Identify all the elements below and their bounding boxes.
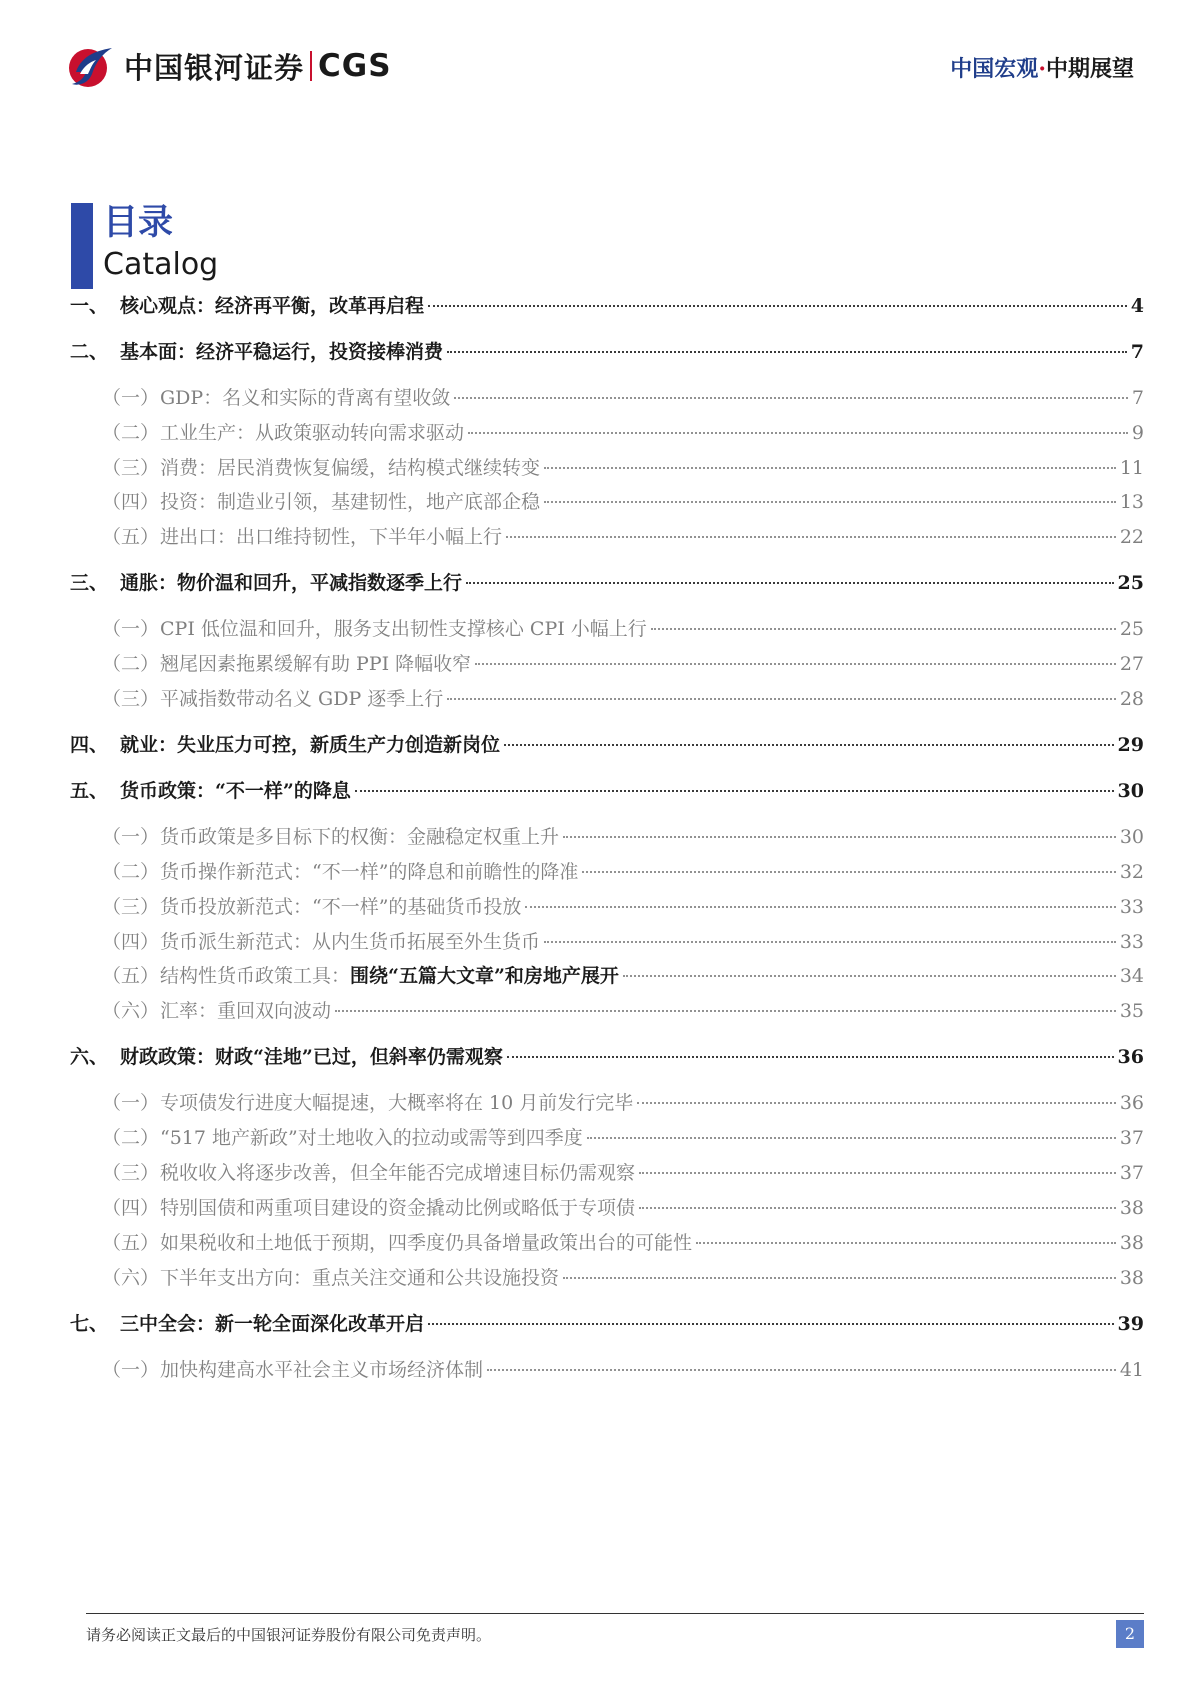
toc-subsection-entry[interactable] bbox=[70, 1263, 1144, 1290]
toc-entry-title bbox=[160, 453, 540, 480]
catalog-heading bbox=[71, 203, 218, 289]
toc-entry-title-text: 翘尾因素拖累缓解有助 PPI 降幅收窄 bbox=[160, 653, 472, 675]
footer-disclaimer: 请务必阅读正文最后的中国银河证券股份有限公司免责声明。 bbox=[86, 1626, 492, 1644]
toc-entry-number: （六） bbox=[102, 1267, 160, 1289]
toc-entry-title-text: 核心观点：经济再平衡，改革再启程 bbox=[120, 295, 425, 317]
toc-entry-title bbox=[160, 1355, 483, 1382]
toc-section-entry[interactable] bbox=[70, 337, 1144, 364]
toc-dot-leader bbox=[582, 871, 1115, 873]
toc-entry-title bbox=[160, 961, 619, 988]
toc-dot-leader bbox=[525, 906, 1115, 908]
toc-entry-number: （三） bbox=[102, 457, 160, 479]
toc-subsection-entry[interactable] bbox=[70, 453, 1144, 480]
toc-dot-leader bbox=[639, 1172, 1116, 1174]
toc-section-entry[interactable] bbox=[70, 568, 1144, 595]
toc-entry-number: （四） bbox=[102, 1197, 160, 1219]
toc-dot-leader bbox=[651, 628, 1116, 630]
toc-subsection-entry[interactable] bbox=[70, 1088, 1144, 1115]
toc-entry-page: 36 bbox=[1117, 1046, 1144, 1068]
toc-dot-leader bbox=[447, 698, 1116, 700]
toc-entry-number: （五） bbox=[102, 1232, 160, 1254]
toc-subsection-entry[interactable] bbox=[70, 684, 1144, 711]
toc-dot-leader bbox=[466, 582, 1114, 584]
toc-entry-page: 41 bbox=[1119, 1359, 1144, 1381]
toc-entry-page: 22 bbox=[1119, 526, 1144, 548]
report-series-part2: 中期展望 bbox=[1045, 56, 1134, 82]
toc-section-entry[interactable] bbox=[70, 291, 1144, 318]
toc-entry-title-text: 消费：居民消费恢复偏缓，结构模式继续转变 bbox=[160, 457, 541, 479]
toc-dot-leader bbox=[696, 1242, 1116, 1244]
toc-section-entry[interactable] bbox=[70, 730, 1144, 757]
toc-entry-number: （二） bbox=[102, 861, 160, 883]
toc-entry-title bbox=[160, 1158, 635, 1185]
toc-entry-page: 25 bbox=[1117, 572, 1144, 594]
toc-entry-page: 7 bbox=[1131, 387, 1144, 409]
toc-dot-leader bbox=[563, 1277, 1116, 1279]
toc-section-entry[interactable] bbox=[70, 1309, 1144, 1336]
toc-entry-title-bold: 围绕“五篇大文章”和房地产展开 bbox=[350, 965, 619, 987]
toc-entry-title bbox=[160, 684, 443, 711]
toc-entry-title-text: 如果税收和土地低于预期，四季度仍具备增量政策出台的可能性 bbox=[160, 1232, 693, 1254]
cgs-logo-icon bbox=[66, 44, 116, 88]
toc-entry-title-text: 货币投放新范式：“不一样”的基础货币投放 bbox=[160, 896, 522, 918]
toc-dot-leader bbox=[468, 432, 1128, 434]
toc-entry-title-text: 三中全会：新一轮全面深化改革开启 bbox=[120, 1313, 425, 1335]
report-series-part1: 中国宏观 bbox=[950, 56, 1039, 82]
toc-entry-page: 33 bbox=[1119, 931, 1144, 953]
toc-entry-title bbox=[160, 1088, 633, 1115]
toc-entry-title-text: 货币政策：“不一样”的降息 bbox=[120, 780, 351, 802]
toc-entry-number: （四） bbox=[102, 491, 160, 513]
toc-entry-title-text: 专项债发行进度大幅提速，大概率将在 10 月前发行完毕 bbox=[160, 1092, 634, 1114]
toc-entry-title-text: 平减指数带动名义 GDP 逐季上行 bbox=[160, 688, 444, 710]
page-number: 2 bbox=[1116, 1620, 1144, 1648]
toc-entry-title bbox=[120, 337, 443, 364]
report-series-dot: · bbox=[1038, 56, 1046, 82]
toc-entry-title-text: 下半年支出方向：重点关注交通和公共设施投资 bbox=[160, 1267, 560, 1289]
toc-entry-page: 34 bbox=[1119, 965, 1144, 987]
toc-dot-leader bbox=[335, 1010, 1116, 1012]
toc-entry-page: 4 bbox=[1130, 295, 1144, 317]
toc-subsection-entry[interactable] bbox=[70, 1228, 1144, 1255]
catalog-title-en: Catalog bbox=[103, 247, 219, 282]
toc-entry-page: 38 bbox=[1119, 1232, 1144, 1254]
toc-entry-title-text: 就业：失业压力可控，新质生产力创造新岗位 bbox=[120, 734, 501, 756]
toc-entry-title bbox=[160, 383, 450, 410]
toc-dot-leader bbox=[587, 1137, 1116, 1139]
toc-entry-title-text: 基本面：经济平稳运行，投资接棒消费 bbox=[120, 341, 444, 363]
toc-subsection-entry[interactable] bbox=[70, 892, 1144, 919]
footer-divider bbox=[86, 1613, 1144, 1614]
toc-entry-title bbox=[160, 927, 540, 954]
toc-entry-page: 32 bbox=[1119, 861, 1144, 883]
toc-entry-title-text: 加快构建高水平社会主义市场经济体制 bbox=[160, 1359, 484, 1381]
toc-dot-leader bbox=[447, 351, 1127, 353]
catalog-accent-bar bbox=[71, 203, 93, 289]
toc-entry-page: 25 bbox=[1119, 618, 1144, 640]
toc-entry-page: 13 bbox=[1119, 491, 1144, 513]
toc-entry-title-text: 税收收入将逐步改善，但全年能否完成增速目标仍需观察 bbox=[160, 1162, 636, 1184]
brand-name-en: CGS bbox=[318, 48, 392, 84]
toc-entry-number: 一、 bbox=[70, 295, 109, 317]
toc-entry-number: 七、 bbox=[70, 1313, 109, 1335]
toc-entry-title bbox=[160, 1263, 559, 1290]
toc-entry-page: 36 bbox=[1119, 1092, 1144, 1114]
toc-entry-page: 39 bbox=[1117, 1313, 1144, 1335]
toc-dot-leader bbox=[563, 836, 1116, 838]
toc-dot-leader bbox=[544, 467, 1116, 469]
toc-subsection-entry[interactable] bbox=[70, 649, 1144, 676]
toc-entry-page: 11 bbox=[1119, 457, 1144, 479]
toc-dot-leader bbox=[454, 397, 1128, 399]
toc-subsection-entry[interactable] bbox=[70, 487, 1144, 514]
toc-entry-title bbox=[160, 522, 502, 549]
toc-section-entry[interactable] bbox=[70, 776, 1144, 803]
toc-dot-leader bbox=[506, 536, 1116, 538]
toc-dot-leader bbox=[428, 305, 1127, 307]
toc-entry-number: 三、 bbox=[70, 572, 109, 594]
toc-entry-number: （一） bbox=[102, 1359, 160, 1381]
toc-subsection-entry[interactable] bbox=[70, 1193, 1144, 1220]
toc-entry-title-text: 汇率：重回双向波动 bbox=[160, 1000, 332, 1022]
toc-dot-leader bbox=[507, 1056, 1114, 1058]
toc-entry-title-text: 货币派生新范式：从内生货币拓展至外生货币 bbox=[160, 931, 541, 953]
toc-entry-page: 38 bbox=[1119, 1197, 1144, 1219]
toc-entry-number: （二） bbox=[102, 422, 160, 444]
toc-entry-title-text: CPI 低位温和回升，服务支出韧性支撑核心 CPI 小幅上行 bbox=[160, 618, 647, 640]
toc-entry-title bbox=[160, 857, 578, 884]
toc-entry-page: 37 bbox=[1119, 1162, 1144, 1184]
toc-dot-leader bbox=[544, 941, 1116, 943]
toc-entry-number: （五） bbox=[102, 526, 160, 548]
report-series-title bbox=[950, 52, 1134, 83]
toc-entry-page: 37 bbox=[1119, 1127, 1144, 1149]
toc-entry-number: （四） bbox=[102, 931, 160, 953]
toc-subsection-entry[interactable] bbox=[70, 996, 1144, 1023]
toc-entry-title-text: “517 地产新政”对土地收入的拉动或需等到四季度 bbox=[160, 1127, 583, 1149]
toc-entry-page: 33 bbox=[1119, 896, 1144, 918]
toc-entry-number: （一） bbox=[102, 826, 160, 848]
toc-entry-number: （六） bbox=[102, 1000, 160, 1022]
toc-subsection-entry[interactable] bbox=[70, 383, 1144, 410]
company-logo bbox=[66, 44, 392, 88]
toc-entry-number: （一） bbox=[102, 618, 160, 640]
toc-entry-title bbox=[120, 291, 424, 318]
toc-entry-page: 38 bbox=[1119, 1267, 1144, 1289]
toc-dot-leader bbox=[428, 1323, 1114, 1325]
toc-subsection-entry[interactable] bbox=[70, 822, 1144, 849]
toc-entry-title bbox=[120, 1309, 424, 1336]
toc-entry-page: 9 bbox=[1131, 422, 1144, 444]
toc-entry-title bbox=[120, 776, 351, 803]
catalog-title-cn: 目录 bbox=[103, 202, 174, 243]
toc-subsection-entry[interactable] bbox=[70, 614, 1144, 641]
toc-entry-title bbox=[160, 649, 471, 676]
toc-dot-leader bbox=[475, 663, 1116, 665]
toc-dot-leader bbox=[504, 744, 1114, 746]
toc-entry-title-text: 货币操作新范式：“不一样”的降息和前瞻性的降准 bbox=[160, 861, 579, 883]
toc-entry-title-text: 工业生产：从政策驱动转向需求驱动 bbox=[160, 422, 465, 444]
toc-entry-title bbox=[120, 730, 500, 757]
toc-entry-page: 7 bbox=[1130, 341, 1144, 363]
toc-entry-title-text: 结构性货币政策工具： bbox=[160, 965, 351, 987]
toc-subsection-entry[interactable] bbox=[70, 418, 1144, 445]
toc-subsection-entry[interactable] bbox=[70, 857, 1144, 884]
toc-entry-title bbox=[160, 487, 540, 514]
toc-dot-leader bbox=[637, 1102, 1116, 1104]
toc-entry-number: 五、 bbox=[70, 780, 109, 802]
toc-entry-title bbox=[160, 614, 647, 641]
toc-entry-title bbox=[160, 1123, 583, 1150]
toc-subsection-entry[interactable] bbox=[70, 522, 1144, 549]
toc-entry-title bbox=[160, 1193, 635, 1220]
toc-dot-leader bbox=[355, 790, 1114, 792]
toc-entry-number: （一） bbox=[102, 387, 160, 409]
page-header bbox=[66, 40, 1134, 90]
toc-entry-number: （三） bbox=[102, 688, 160, 710]
toc-entry-number: （三） bbox=[102, 896, 160, 918]
toc-dot-leader bbox=[544, 501, 1116, 503]
toc-entry-number: （二） bbox=[102, 653, 160, 675]
toc-subsection-entry[interactable] bbox=[70, 927, 1144, 954]
toc-entry-number: （二） bbox=[102, 1127, 160, 1149]
toc-entry-page: 28 bbox=[1119, 688, 1144, 710]
toc-entry-title-text: 通胀：物价温和回升，平减指数逐季上行 bbox=[120, 572, 463, 594]
toc-entry-page: 27 bbox=[1119, 653, 1144, 675]
brand-separator bbox=[310, 51, 312, 81]
toc-dot-leader bbox=[487, 1369, 1116, 1371]
toc-entry-title bbox=[160, 892, 521, 919]
toc-entry-title bbox=[160, 996, 331, 1023]
toc-entry-title-text: 投资：制造业引领，基建韧性，地产底部企稳 bbox=[160, 491, 541, 513]
toc-entry-title-text: GDP：名义和实际的背离有望收敛 bbox=[160, 387, 451, 409]
toc-entry-number: （五） bbox=[102, 965, 160, 987]
toc-subsection-entry[interactable] bbox=[70, 1355, 1144, 1382]
toc-entry-title bbox=[160, 822, 559, 849]
toc-subsection-entry[interactable] bbox=[70, 1158, 1144, 1185]
toc-entry-number: 四、 bbox=[70, 734, 109, 756]
toc-entry-page: 35 bbox=[1119, 1000, 1144, 1022]
toc-entry-title-text: 特别国债和两重项目建设的资金撬动比例或略低于专项债 bbox=[160, 1197, 636, 1219]
toc-entry-number: 二、 bbox=[70, 341, 109, 363]
toc-entry-title-text: 进出口：出口维持韧性，下半年小幅上行 bbox=[160, 526, 503, 548]
toc-subsection-entry[interactable] bbox=[70, 961, 1144, 988]
toc-entry-number: （三） bbox=[102, 1162, 160, 1184]
toc-entry-title bbox=[160, 418, 464, 445]
toc-entry-title-text: 货币政策是多目标下的权衡：金融稳定权重上升 bbox=[160, 826, 560, 848]
toc-dot-leader bbox=[623, 975, 1116, 977]
toc-entry-title bbox=[120, 568, 462, 595]
toc-dot-leader bbox=[639, 1207, 1116, 1209]
toc-entry-title-text: 财政政策：财政“洼地”已过，但斜率仍需观察 bbox=[120, 1046, 503, 1068]
toc-entry-page: 30 bbox=[1119, 826, 1144, 848]
toc-entry-title bbox=[160, 1228, 692, 1255]
toc-entry-title bbox=[120, 1042, 503, 1069]
toc-subsection-entry[interactable] bbox=[70, 1123, 1144, 1150]
toc-entry-number: （一） bbox=[102, 1092, 160, 1114]
toc-entry-number: 六、 bbox=[70, 1046, 109, 1068]
toc-entry-page: 30 bbox=[1117, 780, 1144, 802]
brand-name-cn: 中国银河证券 bbox=[124, 50, 305, 85]
toc-entry-page: 29 bbox=[1117, 734, 1144, 756]
toc-section-entry[interactable] bbox=[70, 1042, 1144, 1069]
